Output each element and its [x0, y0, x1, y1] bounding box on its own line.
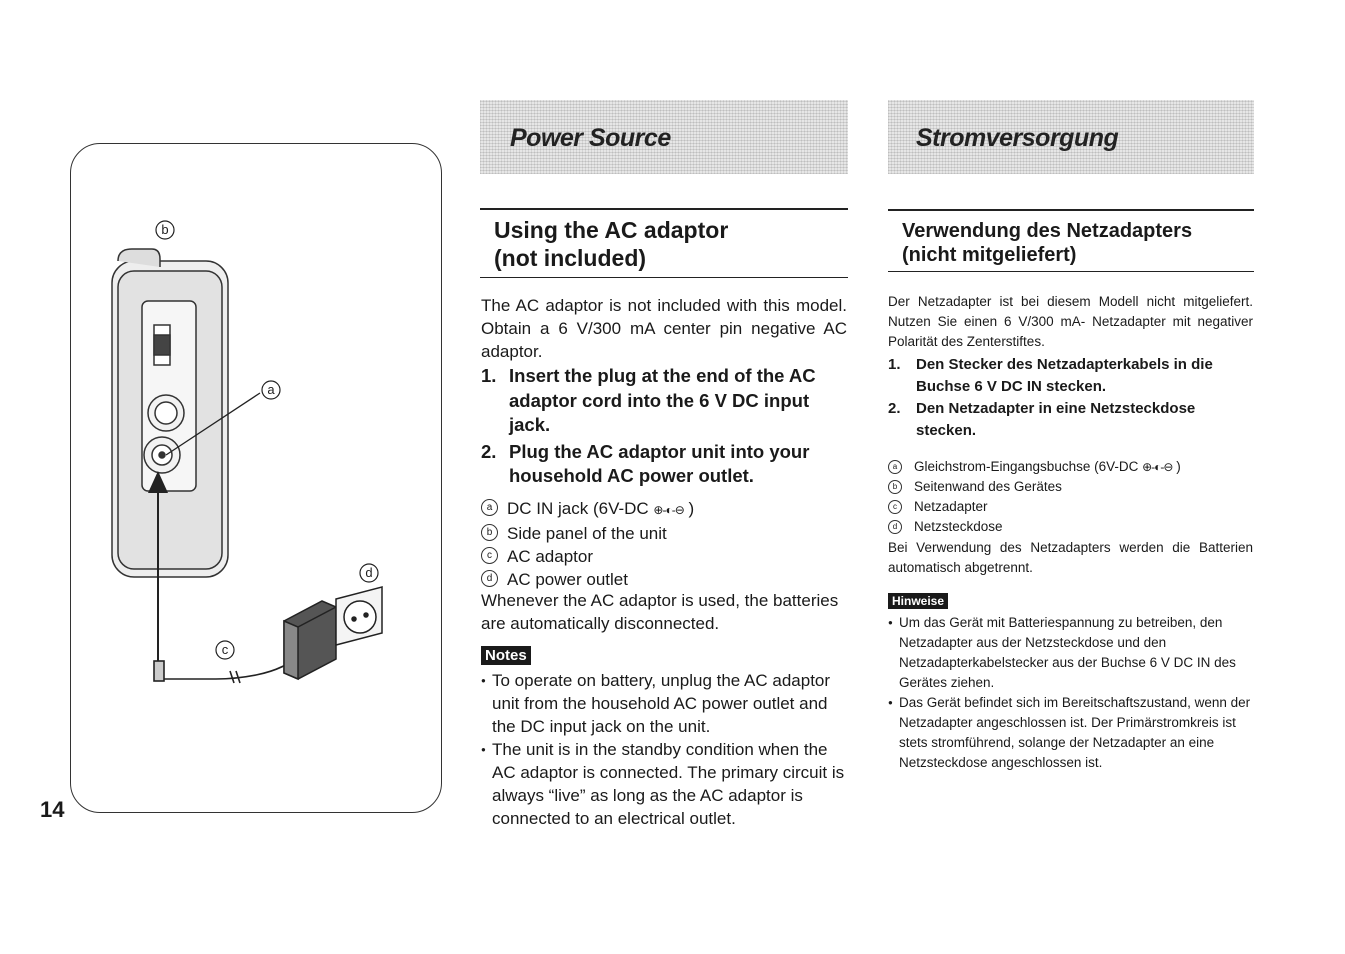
- ac-adaptor-unit: [284, 601, 336, 679]
- german-legend-a: a Gleichstrom-Eingangsbuchse (6V-DC ⊕-◐-⊖ ): [888, 457, 1254, 477]
- german-step-1: 1. Den Stecker des Netzadapterkabels in die Buchse 6 V DC IN stecken.: [888, 356, 1213, 395]
- callout-c: c: [221, 642, 229, 657]
- english-after-legend: Whenever the AC adaptor is used, the batteries are automatically disconnected.: [481, 591, 839, 633]
- english-heading-bottom-rule: [480, 277, 848, 278]
- german-legend-d: d Netzsteckdose: [888, 517, 1254, 537]
- english-note-2: ● The unit is in the standby condition when the AC adaptor is connected. The primary circuit is always “live” as long as the AC adaptor is connected to an electrical outlet.: [481, 738, 849, 830]
- english-banner: [480, 100, 848, 174]
- english-step-2: 2. Plug the AC adaptor unit into your household AC power outlet.: [481, 440, 810, 486]
- german-heading-bottom-rule: [888, 271, 1254, 272]
- adaptor-cable: [154, 653, 302, 683]
- german-banner-title: Stromversorgung: [916, 124, 1119, 152]
- german-heading-line2: (nicht mitgeliefert): [902, 244, 1077, 266]
- english-notes: [481, 669, 849, 830]
- german-notes: [888, 613, 1254, 773]
- english-heading-line2: (not included): [494, 244, 647, 271]
- english-legend-a: a DC IN jack (6V-DC ⊕-◐-⊖ ): [481, 497, 849, 522]
- english-legend-b: b Side panel of the unit: [481, 522, 849, 545]
- german-heading: [902, 219, 1192, 267]
- callout-d: d: [365, 565, 373, 580]
- ac-adaptor-illustration: [70, 143, 442, 813]
- english-heading: [494, 217, 728, 272]
- callout-b: b: [161, 222, 169, 237]
- german-intro: Der Netzadapter ist bei diesem Modell nicht mitgeliefert. Nutzen Sie einen 6 V/300 mA- Netzadapter mit negativer Polarität des Zenterstiftes.: [888, 294, 1253, 349]
- english-note-1: ● To operate on battery, unplug the AC adaptor unit from the household AC power outlet and the DC input jack on the unit.: [481, 669, 849, 738]
- german-legend: [888, 457, 1254, 537]
- callout-a: a: [267, 382, 275, 397]
- english-legend-d: d AC power outlet: [481, 568, 849, 591]
- english-legend-c: c AC adaptor: [481, 545, 849, 568]
- english-heading-top-rule: [480, 208, 848, 210]
- german-steps: [888, 354, 1254, 442]
- dc-polarity-icon: ⊕-◐-⊖: [1142, 460, 1173, 474]
- german-heading-line1: Verwendung des Netzadapters: [902, 220, 1193, 242]
- english-steps: [481, 364, 849, 491]
- german-note-1: ● Um das Gerät mit Batteriespannung zu betreiben, den Netzadapter aus der Netzsteckdose und den Netzadapterkabelstecker aus der Buchse 6 V DC IN des Gerätes ziehen.: [888, 613, 1254, 693]
- english-step-1: 1. Insert the plug at the end of the AC adaptor cord into the 6 V DC input jack.: [481, 365, 816, 435]
- dc-polarity-icon: ⊕-◐-⊖: [653, 503, 684, 517]
- page-number: 14: [40, 797, 65, 822]
- german-heading-top-rule: [888, 209, 1254, 211]
- ac-power-outlet: [336, 587, 382, 645]
- german-step-2: 2. Den Netzadapter in eine Netzsteckdose stecken.: [888, 400, 1196, 439]
- german-note-2: ● Das Gerät befindet sich im Bereitschaftszustand, wenn der Netzadapter angeschlossen ist. Der Primärstromkreis ist stets stromführend, solange der Netzadapter an eine Netzsteckdose angeschlossen ist.: [888, 693, 1254, 773]
- german-legend-b: b Seitenwand des Gerätes: [888, 477, 1254, 497]
- english-heading-line1: Using the AC adaptor: [494, 217, 729, 243]
- english-legend: [481, 497, 849, 591]
- english-notes-badge: Notes: [481, 646, 531, 665]
- english-banner-title: Power Source: [510, 124, 671, 152]
- english-intro: The AC adaptor is not included with this model. Obtain a 6 V/300 mA center pin negative AC adaptor.: [481, 296, 847, 361]
- german-notes-badge: Hinweise: [888, 593, 948, 609]
- german-after-legend: Bei Verwendung des Netzadapters werden die Batterien automatisch abgetrennt.: [888, 540, 1253, 575]
- radio-side-panel: [112, 249, 228, 577]
- german-banner: [888, 100, 1254, 174]
- german-legend-c: c Netzadapter: [888, 497, 1254, 517]
